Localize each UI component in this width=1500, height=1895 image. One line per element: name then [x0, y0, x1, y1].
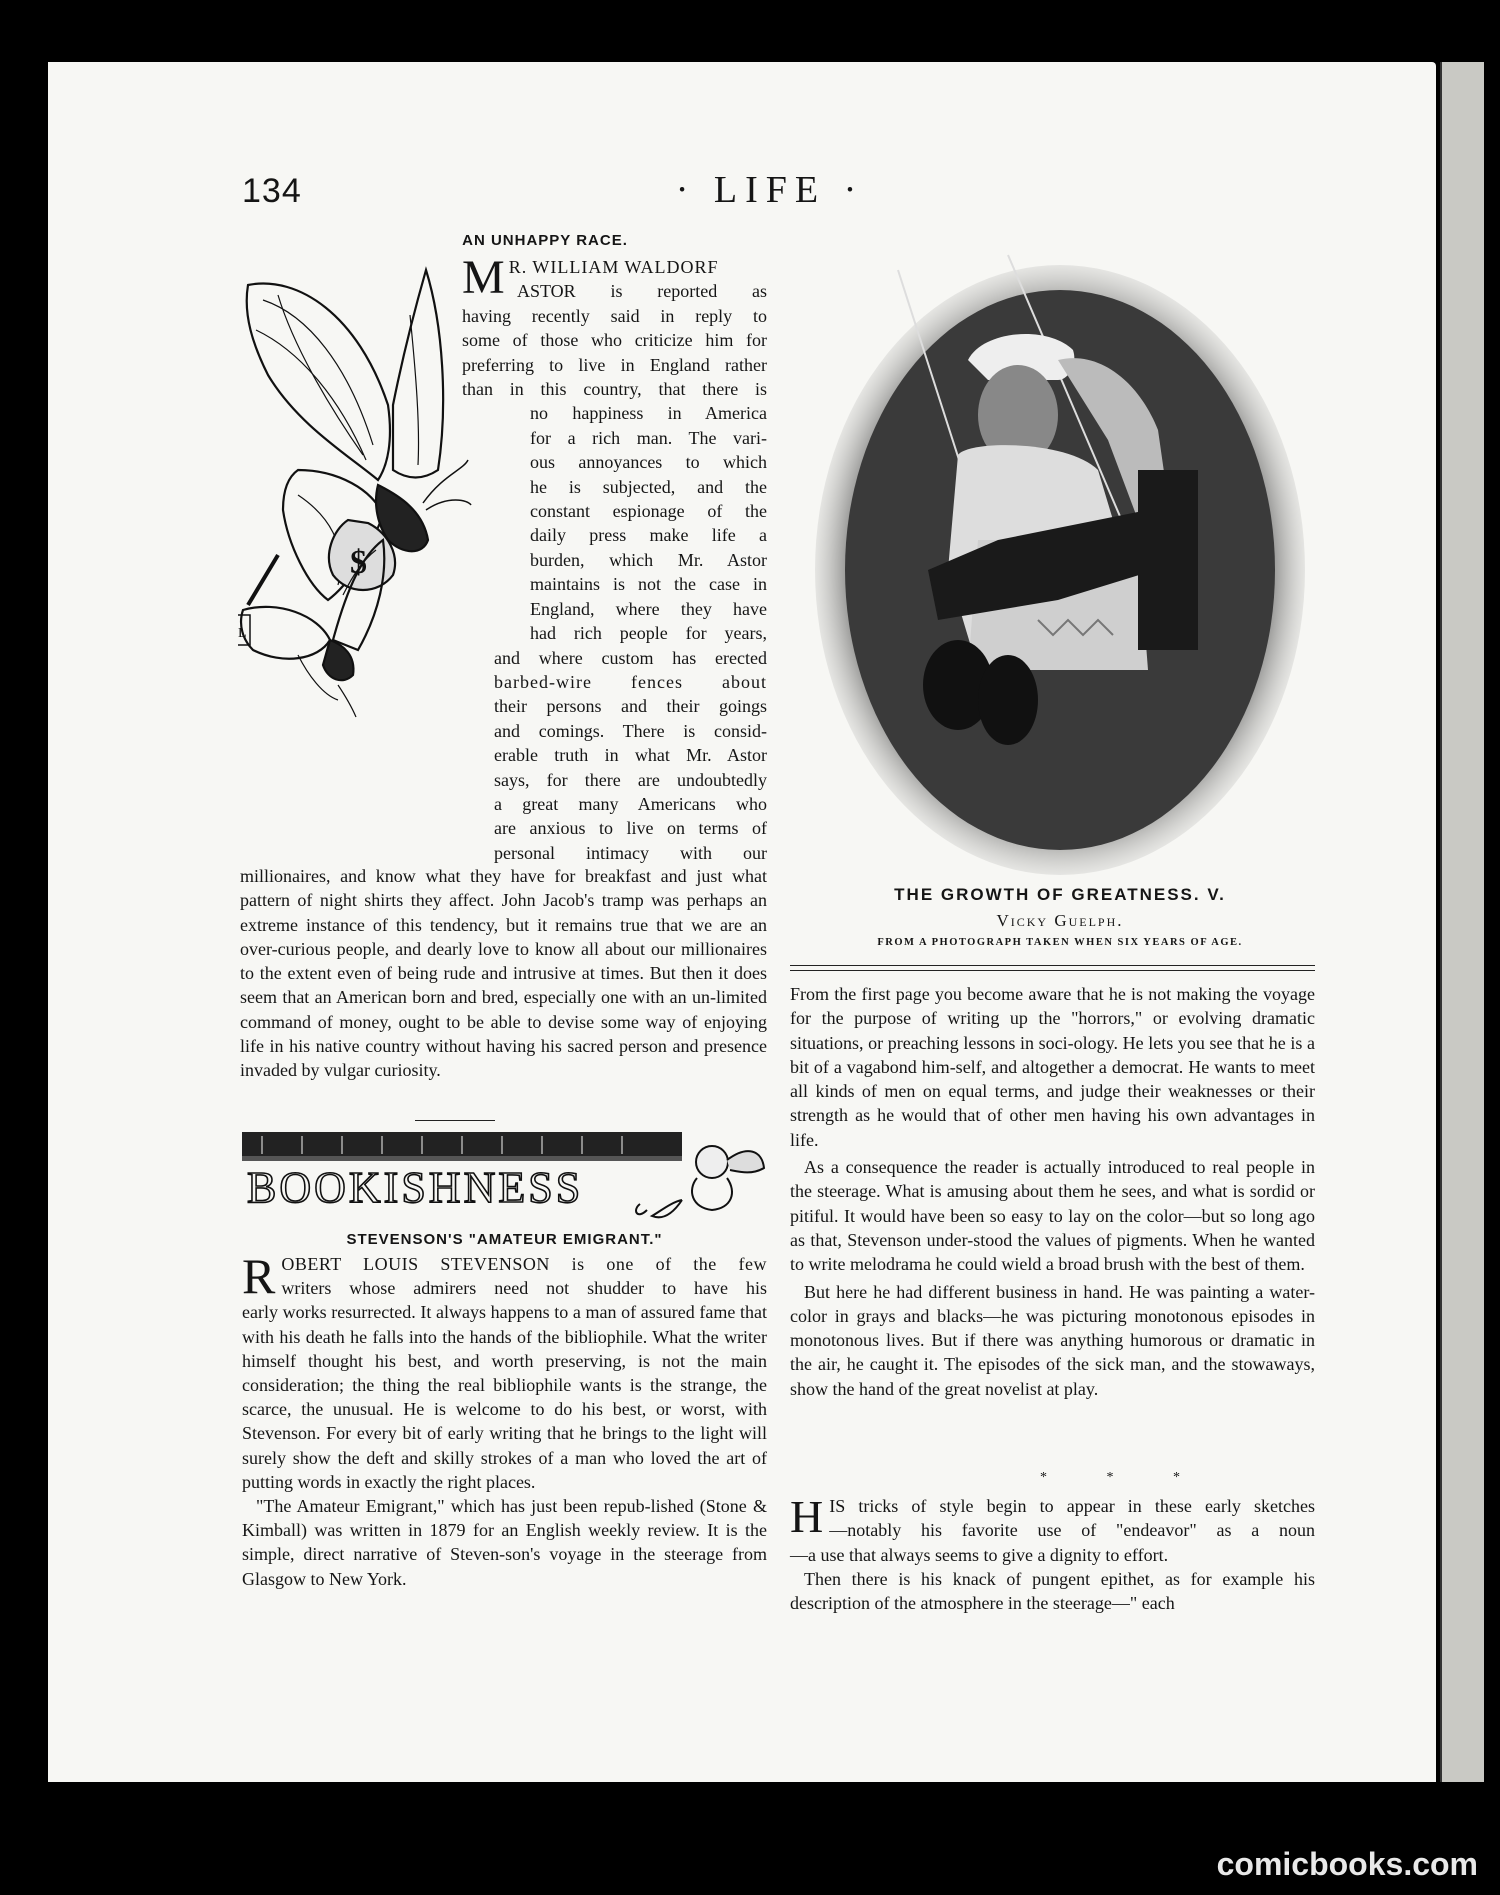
- article-line: ASTOR is reported as: [517, 281, 767, 302]
- tag-mark: L: [238, 626, 247, 641]
- astor-article-title: AN UNHAPPY RACE.: [462, 232, 628, 249]
- article-line: OBERT LOUIS STEVENSON is one of the few: [281, 1254, 767, 1274]
- article-line: ous annoyances to which: [530, 452, 767, 473]
- watermark: comicbooks.com: [1216, 1846, 1478, 1882]
- article-paragraph: Then there is his knack of pungent epithet, as for example his description of the atmosphere in the steerage—" each: [790, 1568, 1315, 1614]
- section-divider: [415, 1120, 495, 1121]
- article-line: writers whose admirers need not shudder to have his: [281, 1278, 767, 1299]
- article-line: constant espionage of the: [530, 501, 767, 522]
- money-bag-symbol: $: [350, 544, 367, 581]
- article-paragraph: early works resurrected. It always happens to a man of assured fame that with his death he falls into the hands of the bibliophile. What the writer himself thought his best, and worth preserving, is not the main consideration; the thing the real bibliophile wants is the strange, the scarce, the unusual. He is welcome to do his best, or worst, with Stevenson. For every bit of early writing that he brings to the light will surely show the deft and skilly strokes of a man who loved the art of putting words in exactly the right places.: [242, 1302, 767, 1492]
- article-paragraph: millionaires, and know what they have for breakfast and just what pattern of night shirts they affect. John Jacob's tramp was perhaps an extreme instance of this tendency, but it remains true that we are an over-curious people, and dearly love to know all about our millionaires to the extent even of being rude and intrusive at times. But then it does seem that an American born and bred, especially one with an un-limited command of money, ought to be able to devise some way of enjoying life in his native country without having his sacred person and presence invaded by vulgar curiosity.: [240, 866, 767, 1081]
- caption-name: Vicky Guelph.: [996, 911, 1124, 930]
- masthead-title: · LIFE ·: [675, 169, 865, 211]
- stevenson-review-continued: [790, 982, 1315, 1401]
- article-line: maintains is not the case in: [530, 574, 767, 595]
- article-line: daily press make life a: [530, 525, 767, 546]
- drop-cap-h: H: [790, 1491, 824, 1542]
- page-number: 134: [242, 172, 302, 210]
- article-line: for a rich man. The vari-: [530, 427, 767, 448]
- article-line: England, where they have: [530, 598, 767, 619]
- bookishness-banner: [242, 1130, 767, 1225]
- article-line: having recently said in reply to: [462, 305, 767, 326]
- drop-cap-m: M: [462, 251, 505, 304]
- article-line: had rich people for years,: [530, 623, 767, 644]
- article-line: a great many Americans who: [494, 793, 767, 814]
- article-paragraph: "The Amateur Emigrant," which has just been repub-lished (Stone & Kimball) was written in 1879 for an English weekly review. It is the simple, direct narrative of Steven-son's voyage in the steerage from Glasgow to New York.: [242, 1496, 767, 1589]
- article-line: are anxious to live on terms of: [494, 818, 767, 839]
- article-line: erable truth in what Mr. Astor: [494, 745, 767, 766]
- article-line: —notably his favorite use of "endeavor" as a noun: [829, 1520, 1315, 1541]
- article-line: preferring to live in England rather: [462, 354, 767, 375]
- article-line: IS tricks of style begin to appear in these early sketches: [829, 1496, 1315, 1516]
- article-line: their persons and their goings: [494, 696, 767, 717]
- caption-title: THE GROWTH OF GREATNESS. V.: [894, 885, 1226, 904]
- article-line: than in this country, that there is: [462, 379, 767, 400]
- article-line: no happiness in America: [530, 403, 767, 424]
- article-line: barbed-wire fences about: [494, 671, 767, 692]
- next-page-edge: [1440, 62, 1484, 1782]
- caption-rule: [790, 965, 1315, 971]
- stevenson-article-body: [242, 1248, 767, 1591]
- section-stars: * * *: [1040, 1470, 1208, 1485]
- article-line: and where custom has erected: [494, 647, 767, 668]
- stevenson-style-section: [790, 1491, 1315, 1615]
- article-line: and comings. There is consid-: [494, 720, 767, 741]
- butterfly-illustration: [238, 255, 473, 835]
- article-line: burden, which Mr. Astor: [530, 549, 767, 570]
- article-line: personal intimacy with our: [494, 842, 767, 863]
- astor-article-body: [462, 251, 767, 865]
- article-paragraph: As a consequence the reader is actually introduced to real people in the steerage. What is amusing about them he sees, and what is sordid or pitiful. It would have been so easy to lay on the color—but so long ago as that, Stevenson under-stood the values of pigments. When he wanted to write melodrama he could wield a broad brush with the best of them.: [790, 1157, 1315, 1275]
- astor-article-continuation: [240, 864, 767, 1083]
- caption-source: FROM A PHOTOGRAPH TAKEN WHEN SIX YEARS OF AGE.: [877, 937, 1243, 948]
- photo-caption: [790, 885, 1330, 948]
- article-paragraph: —a use that always seems to give a dignity to effort.: [790, 1544, 1169, 1565]
- article-paragraph: But here he had different business in hand. He was painting a water-color in grays and blacks—he was picturing monotonous episodes in monotonous lives. But if there was anything humorous or dramatic in the air, he caught it. The episodes of the sick man, and the stowaways, show the hand of the great novelist at play.: [790, 1281, 1315, 1399]
- drop-cap-r: R: [242, 1248, 276, 1304]
- article-line: says, for there are undoubtedly: [494, 769, 767, 790]
- bookishness-banner-text: BOOKISHNESS: [247, 1163, 584, 1212]
- stevenson-article-title: STEVENSON'S "AMATEUR EMIGRANT.": [346, 1231, 663, 1248]
- article-paragraph: From the first page you become aware that he is not making the voyage for the purpose of writing up the "horrors," or evolving dramatic situations, or preaching lessons in soci-ology. He lets you see that he is a bit of a vagabond him-self, and altogether a democrat. He wants to meet all kinds of men on equal terms, and judge their weaknesses or their strength as he would that of other men having his own advantages in life.: [790, 984, 1315, 1150]
- vicky-guelph-photograph: [808, 240, 1313, 880]
- article-line: some of those who criticize him for: [462, 330, 767, 351]
- article-line: he is subjected, and the: [530, 476, 767, 497]
- article-line: R. WILLIAM WALDORF: [508, 257, 719, 277]
